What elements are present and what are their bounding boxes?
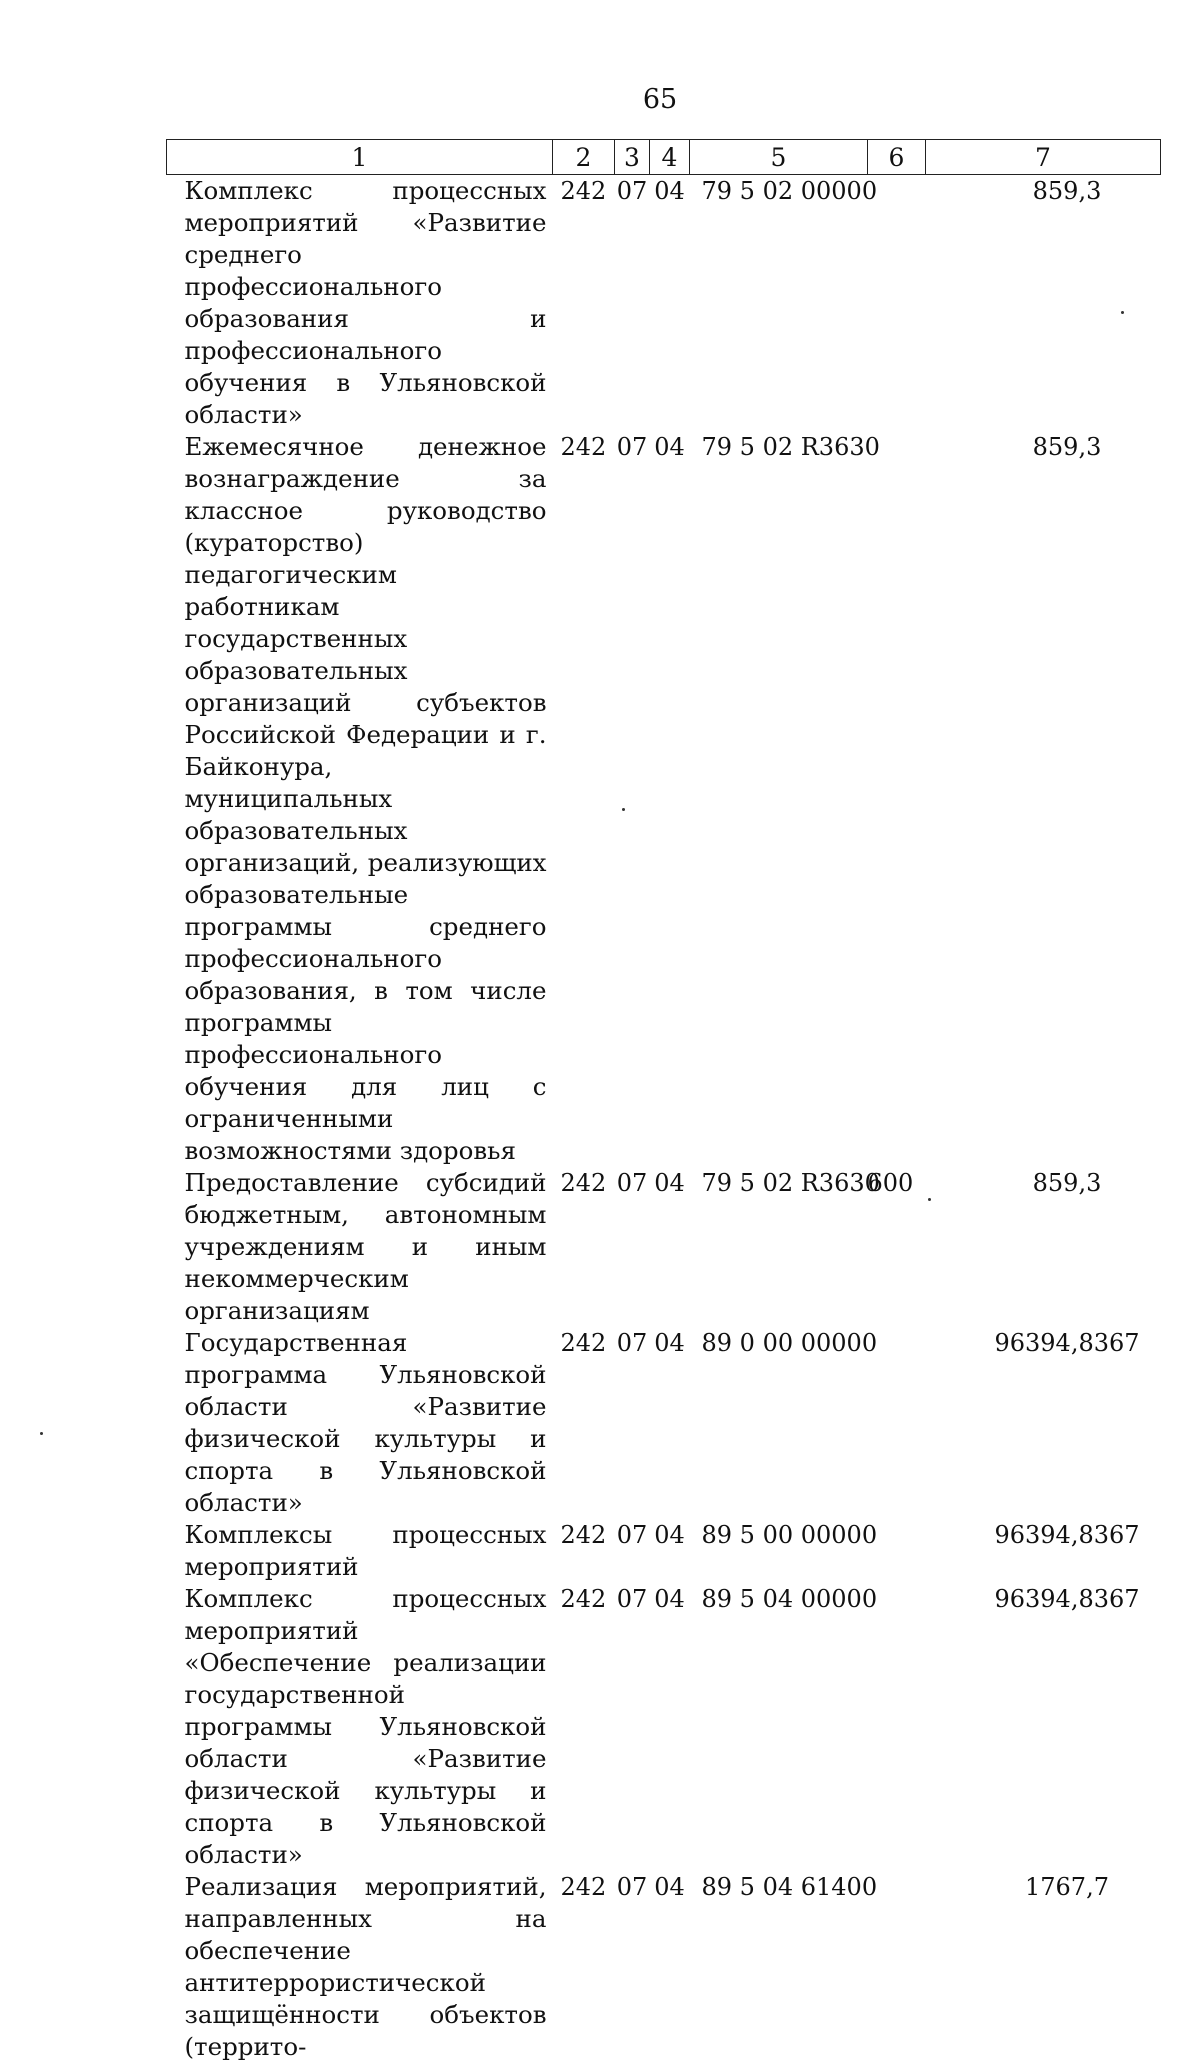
row-amount: 859,3 (1032, 177, 1102, 205)
table-row (167, 175, 1161, 432)
row-expense-type: 600 (867, 1169, 914, 1197)
table-row (167, 1583, 1161, 1871)
row-amount: 96394,8367 (994, 1521, 1140, 1549)
table-row (167, 1871, 1161, 2063)
row-section: 07 (616, 1585, 648, 1613)
column-header: 7 (926, 140, 1161, 175)
row-section: 07 (616, 1329, 648, 1357)
row-amount: 1767,7 (1025, 1873, 1109, 1901)
row-amount: 96394,8367 (994, 1585, 1140, 1613)
row-name: Государственная программа Ульяновской области «Развитие физической культуры и спорта в Ульяновской области» (184, 1328, 547, 1517)
row-amount: 96394,8367 (994, 1329, 1140, 1357)
column-header: 5 (690, 140, 868, 175)
row-amount: 859,3 (1032, 433, 1102, 461)
page-number: 65 (642, 84, 678, 115)
row-subsection: 04 (654, 1521, 685, 1549)
budget-table (166, 139, 1161, 2063)
table-row (167, 1327, 1161, 1519)
row-subsection: 04 (654, 1329, 685, 1357)
row-expense-type (868, 1583, 926, 1871)
row-subsection: 04 (654, 433, 685, 461)
row-target-article: 79 5 02 R3630 (701, 433, 880, 461)
row-section: 07 (616, 433, 648, 461)
row-amount: 859,3 (1032, 1169, 1102, 1197)
column-header: 1 (167, 140, 553, 175)
table-row (167, 431, 1161, 1167)
row-section: 07 (616, 1873, 648, 1901)
row-grbs: 242 (560, 1585, 607, 1613)
row-name: Реализация мероприятий, направленных на обеспечение антитеррористической защищённости объектов (террито- (184, 1872, 547, 2061)
row-name: Ежемесячное денежное вознаграждение за классное руководство (кураторство) педагогическим работникам государственных образовательных организаций субъектов Российской Федерации и г. Байконура, муниципальных образовательных организаций, реализующих образовательные программы среднего профессионального образования, в том числе программы профессионального обучения для лиц с ограниченными возможностями здоровья (184, 432, 547, 1165)
row-name: Комплексы процессных мероприятий (184, 1520, 547, 1581)
row-name: Комплекс процессных мероприятий «Обеспечение реализации государственной программы Ульяновской области «Развитие физической культуры и спорта в Ульяновской области» (184, 1584, 547, 1869)
row-grbs: 242 (560, 1169, 607, 1197)
row-name: Комплекс процессных мероприятий «Развитие среднего профессионального образования и профессионального обучения в Ульяновской области» (184, 176, 547, 429)
column-header: 4 (650, 140, 690, 175)
row-section: 07 (616, 1169, 648, 1197)
row-subsection: 04 (654, 1585, 685, 1613)
table-row (167, 1167, 1161, 1327)
row-target-article: 79 5 02 00000 (701, 177, 878, 205)
scan-speck (1121, 311, 1124, 314)
row-grbs: 242 (560, 1521, 607, 1549)
row-subsection: 04 (654, 177, 685, 205)
row-grbs: 242 (560, 433, 607, 461)
row-target-article: 79 5 02 R3630 (701, 1169, 880, 1197)
row-grbs: 242 (560, 177, 607, 205)
row-expense-type (868, 175, 926, 432)
row-expense-type (868, 431, 926, 1167)
table-header-row (167, 140, 1161, 175)
column-header: 3 (615, 140, 650, 175)
scan-speck (40, 1432, 43, 1435)
row-subsection: 04 (654, 1873, 685, 1901)
column-header: 2 (553, 140, 615, 175)
row-name: Предоставление субсидий бюджетным, автономным учреждениям и иным некоммерческим организациям (184, 1168, 547, 1325)
row-target-article: 89 0 00 00000 (701, 1329, 878, 1357)
row-target-article: 89 5 04 61400 (701, 1873, 878, 1901)
row-section: 07 (616, 1521, 648, 1549)
scan-speck (622, 808, 625, 811)
scan-speck (928, 1198, 931, 1201)
table-row (167, 1519, 1161, 1583)
row-grbs: 242 (560, 1329, 607, 1357)
row-grbs: 242 (560, 1873, 607, 1901)
column-header: 6 (868, 140, 926, 175)
row-target-article: 89 5 04 00000 (701, 1585, 878, 1613)
row-subsection: 04 (654, 1169, 685, 1197)
row-target-article: 89 5 00 00000 (701, 1521, 878, 1549)
row-section: 07 (616, 177, 648, 205)
